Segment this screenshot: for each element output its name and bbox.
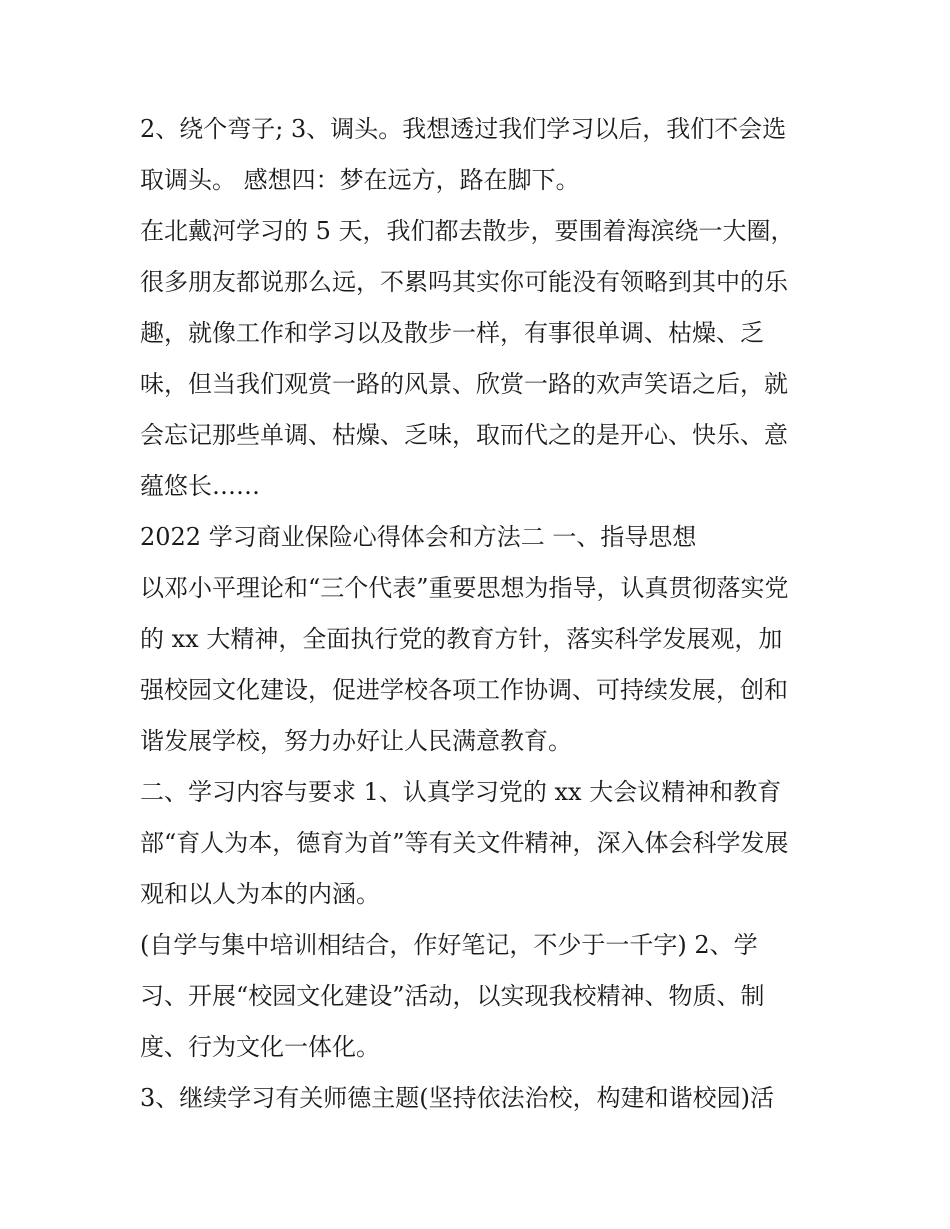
text-line: 度、行为文化一体化。 <box>140 1033 380 1061</box>
text-line: 会忘记那些单调、枯燥、乏味，取而代之的是开心、快乐、意 <box>140 421 788 449</box>
text-line: 取调头。 感想四：梦在远方，路在脚下。 <box>140 166 580 194</box>
text-line: 强校园文化建设，促进学校各项工作协调、可持续发展，创和 <box>140 676 788 704</box>
text-line: 很多朋友都说那么远，不累吗其实你可能没有领略到其中的乐 <box>140 268 788 296</box>
text-line: 部“育人为本，德育为首”等有关文件精神，深入体会科学发展 <box>140 829 789 857</box>
text-line: (自学与集中培训相结合，作好笔记，不少于一千字) 2、学 <box>140 931 758 959</box>
text-line: 谐发展学校，努力办好让人民满意教育。 <box>140 727 572 755</box>
section-heading: 2022 学习商业保险心得体会和方法二 一、指导思想 <box>140 523 697 551</box>
text-line: 观和以人为本的内涵。 <box>140 880 380 908</box>
text-line: 蕴悠长…… <box>140 472 260 500</box>
text-line: 3、继续学习有关师德主题(坚持依法治校，构建和谐校园)活 <box>140 1084 774 1112</box>
text-line: 以邓小平理论和“三个代表”重要思想为指导，认真贯彻落实党 <box>140 574 789 602</box>
text-line: 在北戴河学习的 5 天，我们都去散步，要围着海滨绕一大圈， <box>140 217 795 245</box>
text-line: 趣，就像工作和学习以及散步一样，有事很单调、枯燥、乏 <box>140 319 764 347</box>
document-body <box>140 104 820 1124</box>
text-line: 的 xx 大精神，全面执行党的教育方针，落实科学发展观，加 <box>140 625 783 653</box>
text-line: 2、绕个弯子; 3、调头。我想透过我们学习以后，我们不会选 <box>140 115 787 143</box>
text-line: 习、开展“校园文化建设”活动，以实现我校精神、物质、制 <box>140 982 765 1010</box>
text-line: 二、学习内容与要求 1、认真学习党的 xx 大会议精神和教育 <box>140 778 782 806</box>
text-line: 味，但当我们观赏一路的风景、欣赏一路的欢声笑语之后，就 <box>140 370 788 398</box>
